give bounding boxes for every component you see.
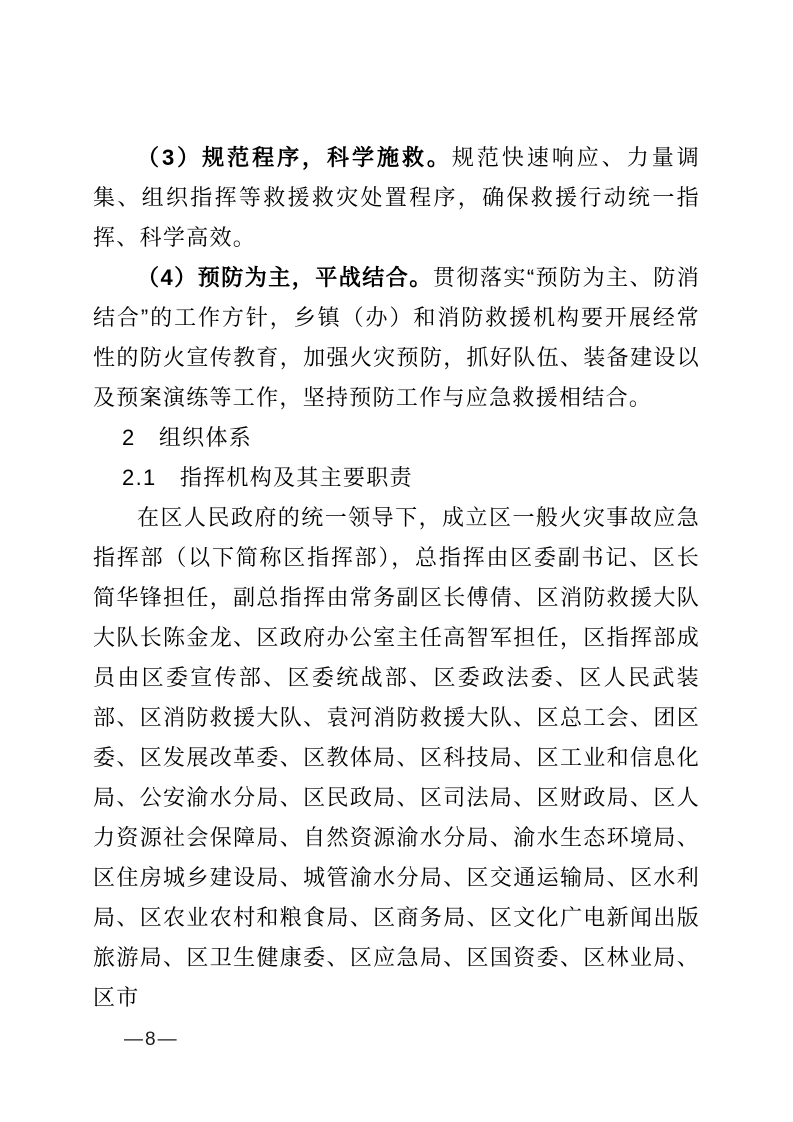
paragraph-4 [93,258,700,418]
paragraph-3-lead: （3）规范程序，科学施救。 [137,145,452,170]
section-heading-2-1: 2.1 指挥机构及其主要职责 [122,465,413,490]
paragraph-4-text: 贯彻落实“预防为主、防消结合”的工作方针，乡镇（办）和消防救援机构要开展经常性的防火宣传教育，加强火灾预防，抓好队伍、装备建设以及预案演练等工作，坚持预防工作与应急救援相结合。 [93,265,700,410]
page-number: —8— [124,1029,179,1050]
paragraph-4-lead: （4）预防为主，平战结合。 [137,265,433,290]
paragraph-3 [93,138,700,258]
body-paragraph: 在区人民政府的统一领导下，成立区一般火灾事故应急指挥部（以下简称区指挥部），总指挥由区委副书记、区长简华锋担任，副总指挥由常务副区长傅倩、区消防救援大队大队长陈金龙、区政府办公室主任高智军担任，区指挥部成员由区委宣传部、区委统战部、区委政法委、区人民武装部、区消防救援大队、袁河消防救援大队、区总工会、团区委、区发展改革委、区教体局、区科技局、区工业和信息化局、公安渝水分局、区民政局、区司法局、区财政局、区人力资源社会保障局、自然资源渝水分局、渝水生态环境局、区住房城乡建设局、城管渝水分局、区交通运输局、区水利局、区农业农村和粮食局、区商务局、区文化广电新闻出版旅游局、区卫生健康委、区应急局、区国资委、区林业局、区市 [93,505,700,1010]
section-heading-2: 2 组织体系 [122,425,253,450]
document-body [93,138,700,1018]
paragraph-3-text: 规范快速响应、力量调集、组织指挥等救援救灾处置程序，确保救援行动统一指挥、科学高效。 [93,145,700,250]
